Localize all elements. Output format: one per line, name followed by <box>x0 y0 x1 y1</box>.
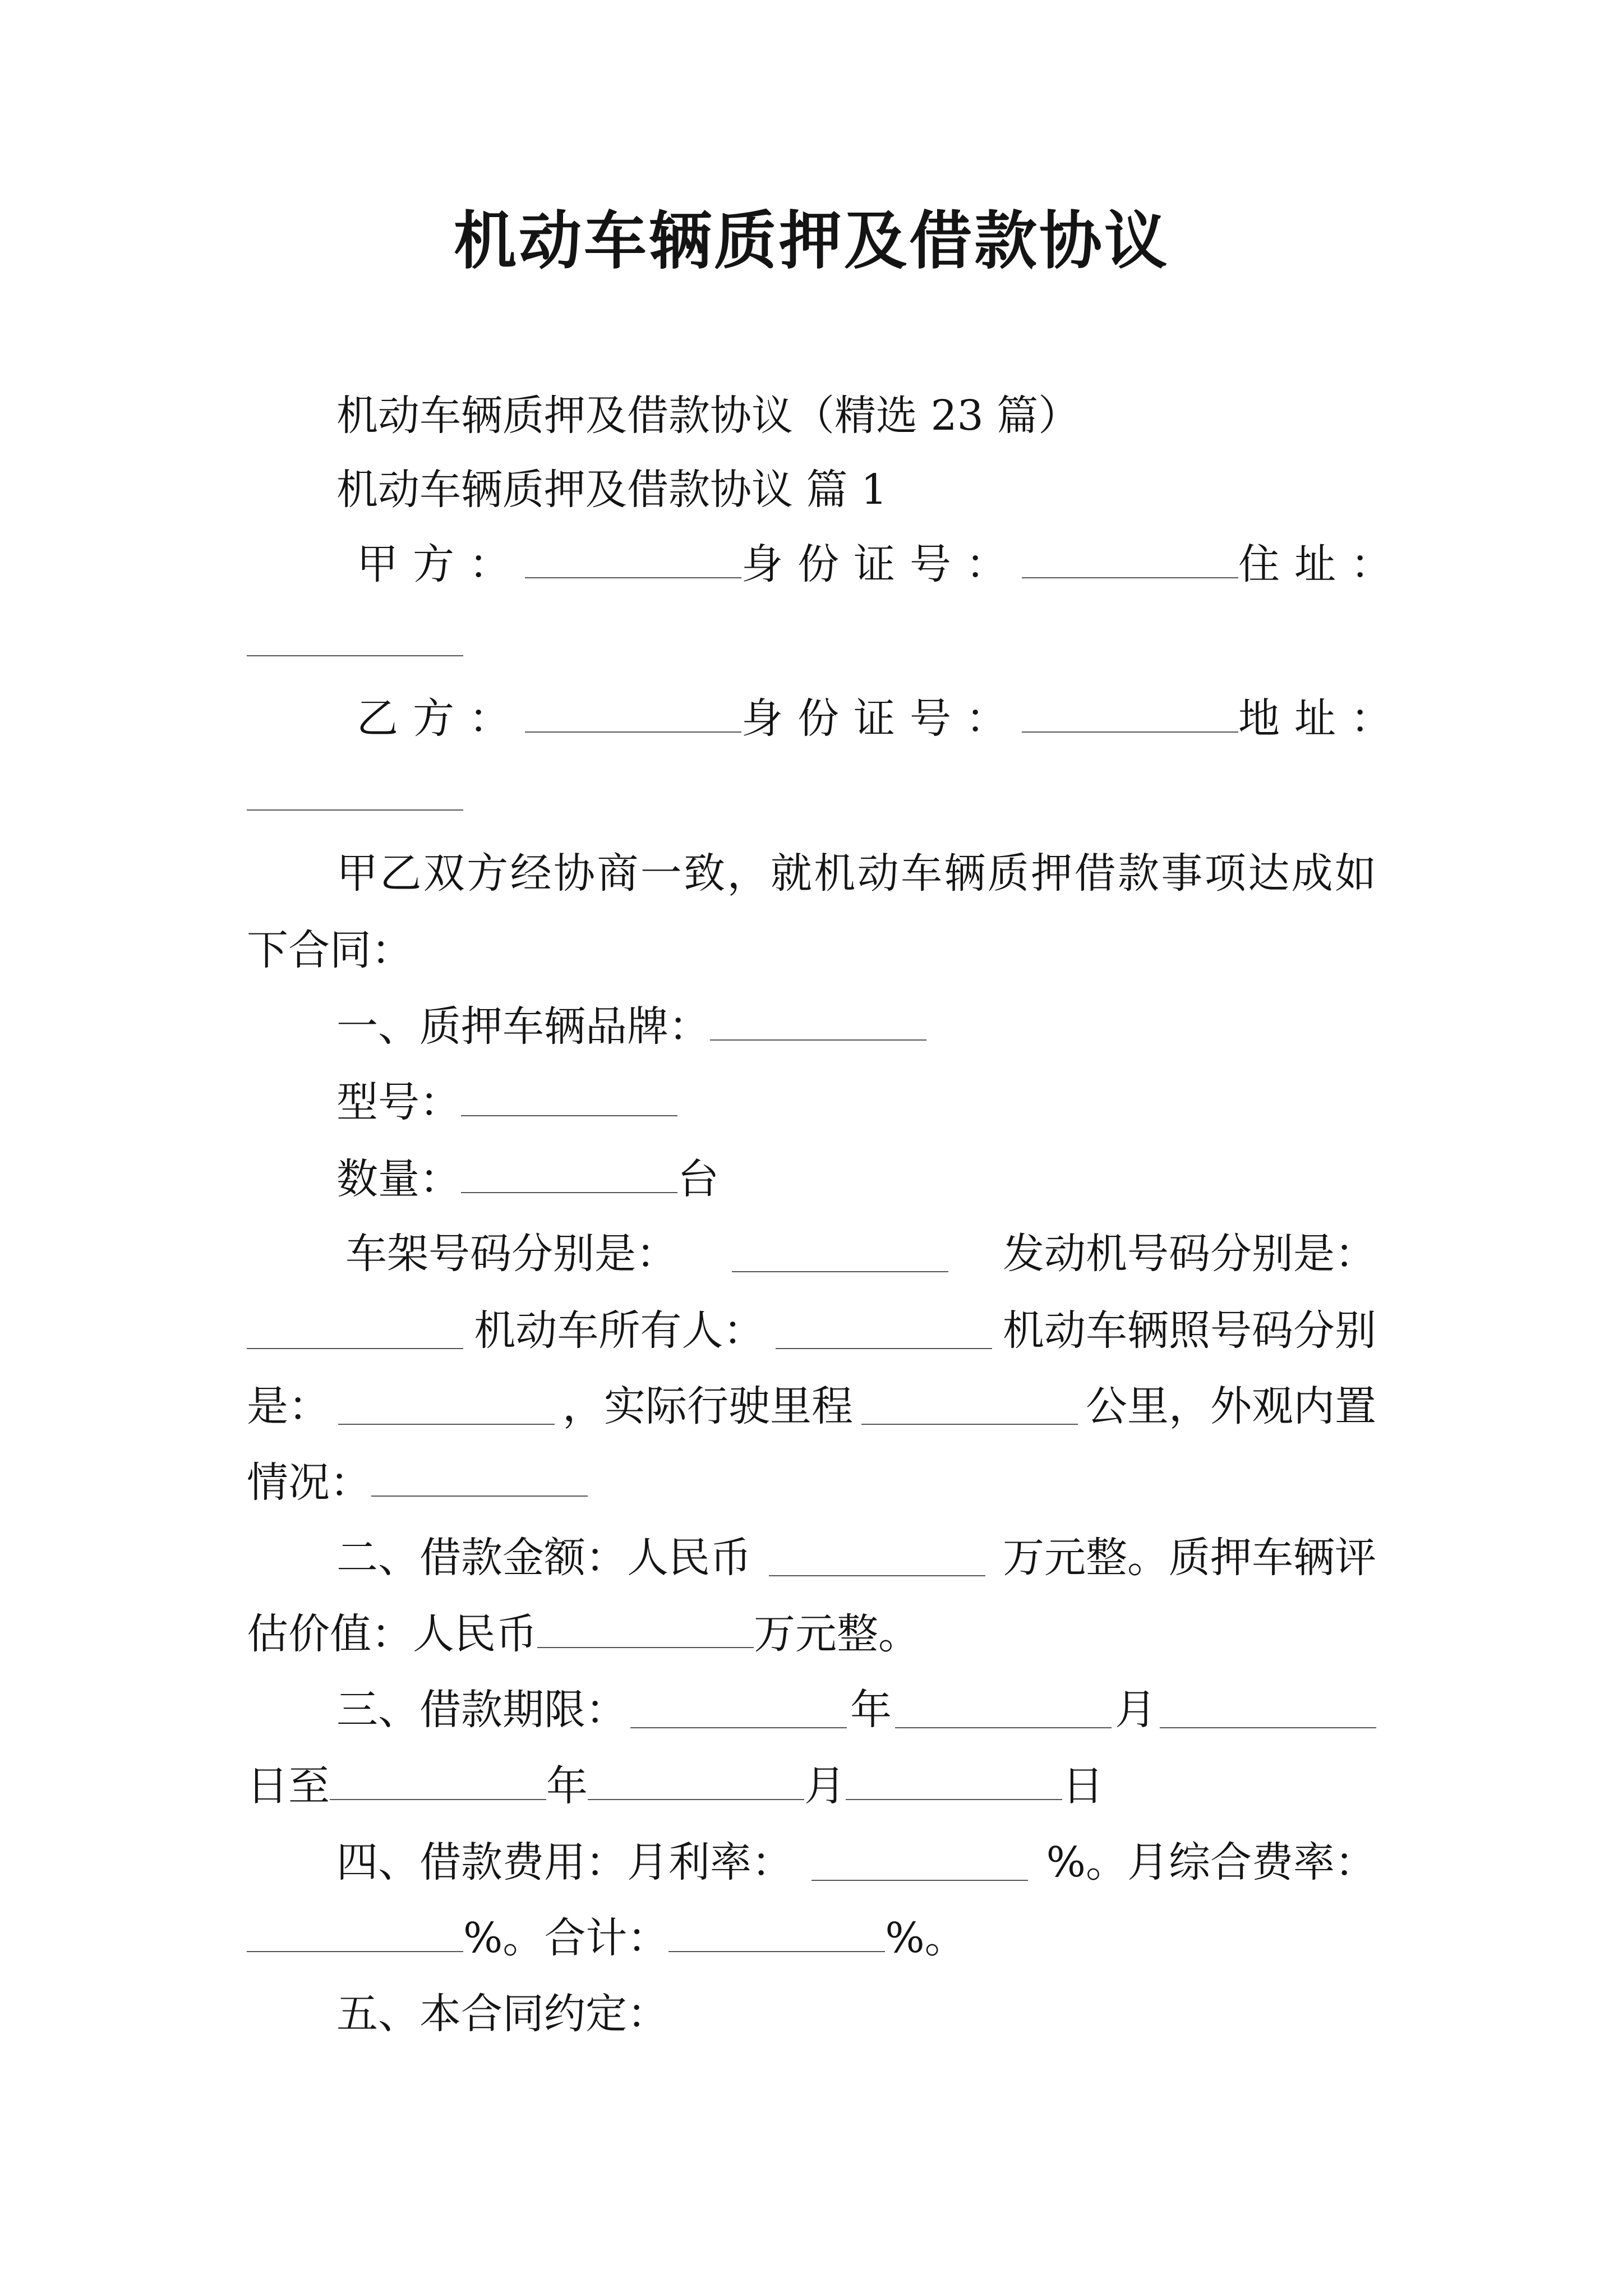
item1-model-row <box>336 1071 677 1133</box>
item4-line-1 <box>336 1832 1376 1893</box>
owner-blank <box>776 1309 992 1349</box>
party-a-id-label: 身份证号： <box>741 540 1022 588</box>
party-a-address-blank <box>247 616 463 656</box>
condition-label: 情况： <box>247 1458 371 1507</box>
end-day-blank <box>846 1760 1062 1800</box>
frame-number-blank <box>732 1232 948 1272</box>
condition-blank <box>371 1456 588 1497</box>
mileage-suffix: 公里，外观内置 <box>1086 1382 1376 1430</box>
end-year-blank <box>330 1760 546 1800</box>
party-a-row <box>357 533 1407 595</box>
party-b-id-blank <box>1022 692 1238 733</box>
item1-owner-row <box>247 1300 1376 1361</box>
plate-label: 机动车辆照号码分别 <box>1002 1306 1376 1355</box>
owner-label: 机动车所有人： <box>474 1306 765 1355</box>
plate-label-cont: 是： <box>247 1382 330 1430</box>
party-b-label: 乙方： <box>357 694 525 743</box>
item1-condition-row <box>247 1452 588 1513</box>
party-a-label: 甲方： <box>357 540 525 588</box>
loan-amount-blank <box>769 1536 985 1576</box>
loan-amount-label: 二、借款金额：人民币 <box>336 1534 751 1582</box>
monthly-rate-blank <box>811 1841 1028 1881</box>
end-month-blank <box>588 1760 804 1800</box>
frame-number-label: 车架号码分别是： <box>345 1230 677 1278</box>
subtitle: 机动车辆质押及借款协议（精选 23 篇） <box>336 392 1080 440</box>
party-b-id-label: 身份证号： <box>741 694 1022 743</box>
mileage-blank <box>861 1384 1078 1425</box>
total-suffix: %。 <box>885 1914 966 1962</box>
model-blank <box>461 1076 677 1116</box>
start-year-label: 年 <box>850 1686 892 1734</box>
item3-line-1 <box>336 1679 1376 1741</box>
quantity-blank <box>461 1153 677 1193</box>
party-a-address-row <box>247 611 463 673</box>
brand-blank <box>710 1000 926 1041</box>
quantity-label: 数量： <box>336 1155 461 1203</box>
monthly-fee-blank <box>247 1912 463 1952</box>
brand-label: 一、质押车辆品牌： <box>336 1002 710 1051</box>
item2-line-2 <box>247 1603 920 1665</box>
intro-line-1: 甲乙双方经协商一致，就机动车辆质押借款事项达成如 <box>336 849 1376 898</box>
party-b-address-label: 地址： <box>1238 694 1407 743</box>
document-title: 机动车辆质押及借款协议 <box>454 204 1169 278</box>
party-a-id-blank <box>1022 538 1238 578</box>
engine-number-label: 发动机号码分别是： <box>1003 1230 1376 1278</box>
item1-quantity-row <box>336 1148 719 1210</box>
start-day-blank <box>1160 1688 1376 1728</box>
item2-line-1 <box>336 1527 1376 1589</box>
mileage-label: ，实际行驶里程 <box>562 1382 853 1430</box>
end-day-label: 日 <box>1062 1762 1104 1810</box>
start-month-blank <box>895 1688 1112 1728</box>
start-year-blank <box>630 1688 847 1728</box>
party-b-row <box>357 688 1407 749</box>
item3-line-2 <box>247 1755 1104 1817</box>
party-b-address-row <box>247 766 463 827</box>
item4-line-2 <box>247 1907 966 1969</box>
party-b-address-blank <box>247 770 463 811</box>
loan-term-label: 三、借款期限： <box>336 1686 627 1734</box>
plate-blank <box>338 1384 555 1425</box>
total-blank <box>668 1912 885 1952</box>
end-year-label: 年 <box>546 1762 588 1810</box>
section-heading: 机动车辆质押及借款协议 篇 1 <box>336 466 888 514</box>
monthly-fee-label: %。月综合费率： <box>1046 1838 1376 1887</box>
item1-brand-row <box>336 996 926 1057</box>
party-b-name-blank <box>525 692 741 733</box>
item1-mileage-row <box>247 1375 1376 1437</box>
item5-label: 五、本合同约定： <box>336 1990 668 2038</box>
start-day-to-label: 日至 <box>247 1762 330 1810</box>
end-month-label: 月 <box>804 1762 846 1810</box>
engine-number-blank <box>247 1309 463 1349</box>
start-month-label: 月 <box>1115 1686 1156 1734</box>
model-label: 型号： <box>336 1078 461 1126</box>
loan-fee-label: 四、借款费用：月利率： <box>336 1838 793 1887</box>
quantity-unit: 台 <box>677 1155 719 1203</box>
total-label: %。合计： <box>463 1914 669 1962</box>
item1-frame-engine-row <box>345 1223 1376 1285</box>
loan-amount-suffix: 万元整。质押车辆评 <box>1003 1534 1376 1582</box>
valuation-label: 估价值：人民币 <box>247 1610 537 1658</box>
valuation-suffix: 万元整。 <box>754 1610 920 1658</box>
party-a-address-label: 住址： <box>1238 540 1407 588</box>
party-a-name-blank <box>525 538 741 578</box>
valuation-blank <box>537 1608 754 1648</box>
intro-line-2: 下合同： <box>247 926 413 974</box>
